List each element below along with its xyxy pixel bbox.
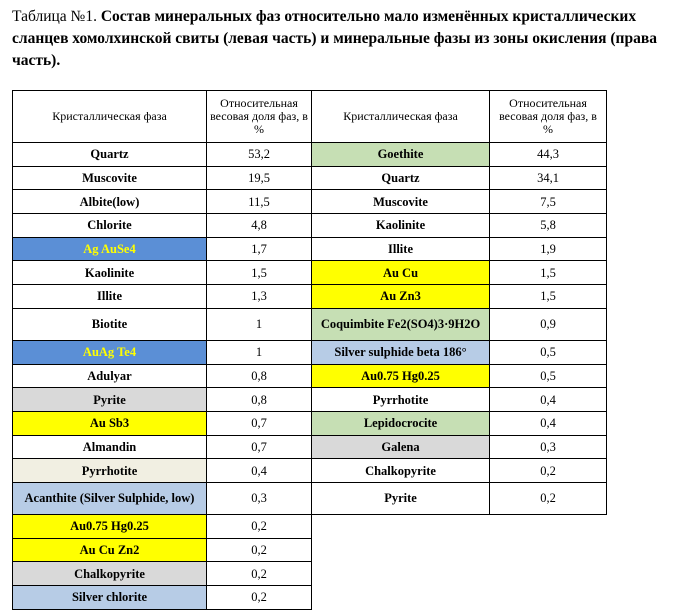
left-phase-cell bbox=[13, 308, 207, 340]
right-phase-cell bbox=[312, 435, 490, 459]
table-header-row bbox=[13, 91, 607, 143]
left-share-cell: 0,2 bbox=[207, 586, 312, 610]
right-phase-name: Au0.75 Hg0.25 bbox=[361, 368, 440, 383]
right-phase-cell bbox=[312, 285, 490, 309]
right-share-cell: 0,4 bbox=[490, 388, 607, 412]
table-row bbox=[13, 190, 607, 214]
right-phase-name: Kaolinite bbox=[375, 218, 426, 233]
right-phase-cell bbox=[312, 459, 490, 483]
left-phase-cell bbox=[13, 143, 207, 167]
left-share-cell: 0,2 bbox=[207, 538, 312, 562]
left-phase-name: Au Cu Zn2 bbox=[79, 542, 140, 557]
left-phase-name: Quartz bbox=[90, 147, 129, 162]
empty-cell bbox=[490, 538, 607, 562]
left-phase-name: AuAg Te4 bbox=[82, 345, 137, 360]
table-row bbox=[13, 538, 607, 562]
left-phase-name: Adulyar bbox=[87, 368, 132, 383]
header-left-phase: Кристаллическая фаза bbox=[13, 91, 207, 143]
table-caption bbox=[12, 6, 688, 72]
right-phase-cell bbox=[312, 237, 490, 261]
left-share-cell: 0,3 bbox=[207, 482, 312, 514]
right-phase-cell bbox=[312, 482, 490, 514]
left-phase-cell bbox=[13, 285, 207, 309]
right-phase-name: Coquimbite Fe2(SO4)3·9H2O bbox=[320, 317, 481, 332]
left-share-cell: 19,5 bbox=[207, 166, 312, 190]
table-row bbox=[13, 285, 607, 309]
left-share-cell: 1 bbox=[207, 340, 312, 364]
left-share-cell: 11,5 bbox=[207, 190, 312, 214]
left-phase-name: Ag AuSe4 bbox=[83, 242, 136, 257]
right-share-cell: 0,2 bbox=[490, 459, 607, 483]
left-phase-cell bbox=[13, 166, 207, 190]
left-phase-cell bbox=[13, 261, 207, 285]
right-phase-name: Quartz bbox=[381, 171, 420, 186]
right-phase-name: Silver sulphide beta 186° bbox=[334, 345, 467, 360]
right-phase-name: Goethite bbox=[377, 147, 424, 162]
right-phase-cell bbox=[312, 190, 490, 214]
right-phase-name: Chalkopyrite bbox=[365, 463, 436, 478]
right-phase-name: Lepidocrocite bbox=[363, 416, 438, 431]
left-share-cell: 0,7 bbox=[207, 435, 312, 459]
left-share-cell: 0,4 bbox=[207, 459, 312, 483]
table-row bbox=[13, 482, 607, 514]
empty-cell bbox=[312, 562, 490, 586]
left-share-cell: 1,7 bbox=[207, 237, 312, 261]
left-phase-cell bbox=[13, 214, 207, 238]
left-share-cell: 0,2 bbox=[207, 562, 312, 586]
empty-cell bbox=[490, 586, 607, 610]
left-phase-cell bbox=[13, 514, 207, 538]
left-share-cell: 0,7 bbox=[207, 411, 312, 435]
header-left-share: Относительная весовая доля фаз, в % bbox=[207, 91, 312, 143]
right-phase-name: Pyrite bbox=[384, 491, 417, 506]
table-row bbox=[13, 214, 607, 238]
left-share-cell: 1 bbox=[207, 308, 312, 340]
left-phase-cell bbox=[13, 435, 207, 459]
left-phase-name: Muscovite bbox=[82, 171, 137, 186]
left-share-cell: 53,2 bbox=[207, 143, 312, 167]
table-row bbox=[13, 364, 607, 388]
right-phase-cell bbox=[312, 388, 490, 412]
left-phase-name: Illite bbox=[97, 289, 122, 304]
right-share-cell: 0,9 bbox=[490, 308, 607, 340]
right-share-cell: 0,4 bbox=[490, 411, 607, 435]
left-share-cell: 4,8 bbox=[207, 214, 312, 238]
right-phase-name: Au Cu bbox=[382, 265, 419, 280]
right-phase-cell bbox=[312, 340, 490, 364]
left-phase-cell bbox=[13, 586, 207, 610]
right-phase-name: Pyrrhotite bbox=[372, 392, 429, 407]
left-phase-cell bbox=[13, 538, 207, 562]
table-row bbox=[13, 411, 607, 435]
left-phase-name: Au0.75 Hg0.25 bbox=[70, 519, 149, 534]
caption-title: Состав минеральных фаз относительно мало изменённых кристаллических сланцев хомолхинской свиты (левая часть) и минеральные фазы из зоны окисления (права часть). bbox=[12, 8, 657, 69]
left-phase-name: Au Sb3 bbox=[89, 416, 130, 431]
right-share-cell: 7,5 bbox=[490, 190, 607, 214]
table-row bbox=[13, 459, 607, 483]
right-phase-name: Galena bbox=[381, 439, 420, 454]
right-phase-cell bbox=[312, 166, 490, 190]
right-phase-cell bbox=[312, 364, 490, 388]
empty-cell bbox=[490, 514, 607, 538]
right-phase-cell bbox=[312, 261, 490, 285]
table-row bbox=[13, 308, 607, 340]
minerals-table-body bbox=[13, 91, 607, 610]
table-row bbox=[13, 586, 607, 610]
table-row bbox=[13, 237, 607, 261]
left-share-cell: 1,3 bbox=[207, 285, 312, 309]
right-share-cell: 1,5 bbox=[490, 285, 607, 309]
left-phase-name: Chalkopyrite bbox=[74, 566, 145, 581]
left-phase-name: Silver chlorite bbox=[71, 590, 148, 605]
caption-lead: Таблица №1. bbox=[12, 8, 101, 25]
right-share-cell: 44,3 bbox=[490, 143, 607, 167]
left-phase-name: Pyrite bbox=[93, 392, 126, 407]
left-phase-cell bbox=[13, 190, 207, 214]
left-phase-cell bbox=[13, 482, 207, 514]
right-phase-name: Illite bbox=[388, 242, 413, 257]
right-share-cell: 1,5 bbox=[490, 261, 607, 285]
left-phase-cell bbox=[13, 411, 207, 435]
table-row bbox=[13, 340, 607, 364]
right-share-cell: 0,2 bbox=[490, 482, 607, 514]
left-phase-name: Acanthite (Silver Sulphide, low) bbox=[24, 491, 195, 506]
table-row bbox=[13, 435, 607, 459]
right-share-cell: 0,3 bbox=[490, 435, 607, 459]
right-phase-name: Muscovite bbox=[373, 194, 428, 209]
left-phase-name: Kaolinite bbox=[84, 265, 135, 280]
empty-cell bbox=[312, 586, 490, 610]
right-phase-cell bbox=[312, 411, 490, 435]
left-phase-name: Pyrrhotite bbox=[81, 463, 138, 478]
left-phase-name: Almandin bbox=[82, 439, 137, 454]
left-share-cell: 0,8 bbox=[207, 364, 312, 388]
left-phase-cell bbox=[13, 459, 207, 483]
left-phase-name: Albite(low) bbox=[79, 194, 140, 209]
table-row bbox=[13, 388, 607, 412]
empty-cell bbox=[312, 514, 490, 538]
right-share-cell: 34,1 bbox=[490, 166, 607, 190]
left-phase-cell bbox=[13, 340, 207, 364]
empty-cell bbox=[490, 562, 607, 586]
left-phase-name: Biotite bbox=[91, 317, 128, 332]
table-row bbox=[13, 562, 607, 586]
right-phase-cell bbox=[312, 308, 490, 340]
left-share-cell: 0,8 bbox=[207, 388, 312, 412]
empty-cell bbox=[312, 538, 490, 562]
right-share-cell: 0,5 bbox=[490, 340, 607, 364]
table-row bbox=[13, 166, 607, 190]
left-share-cell: 0,2 bbox=[207, 514, 312, 538]
minerals-table bbox=[12, 90, 607, 610]
header-right-phase: Кристаллическая фаза bbox=[312, 91, 490, 143]
table-row bbox=[13, 261, 607, 285]
left-phase-cell bbox=[13, 388, 207, 412]
right-phase-name: Au Zn3 bbox=[380, 289, 421, 304]
left-share-cell: 1,5 bbox=[207, 261, 312, 285]
right-phase-cell bbox=[312, 214, 490, 238]
left-phase-name: Chlorite bbox=[87, 218, 132, 233]
left-phase-cell bbox=[13, 562, 207, 586]
header-right-share: Относительная весовая доля фаз, в % bbox=[490, 91, 607, 143]
table-row bbox=[13, 143, 607, 167]
right-share-cell: 5,8 bbox=[490, 214, 607, 238]
table-row bbox=[13, 514, 607, 538]
left-phase-cell bbox=[13, 237, 207, 261]
left-phase-cell bbox=[13, 364, 207, 388]
right-phase-cell bbox=[312, 143, 490, 167]
right-share-cell: 1,9 bbox=[490, 237, 607, 261]
right-share-cell: 0,5 bbox=[490, 364, 607, 388]
